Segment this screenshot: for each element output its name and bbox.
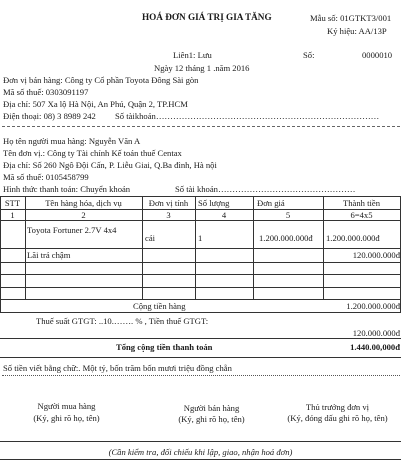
col-header-name: Tên hàng hóa, dịch vụ bbox=[45, 198, 122, 208]
seller-phone: Điện thoại: 08) 3 8989 242 bbox=[3, 111, 96, 121]
vat-value: 120.000.000đ bbox=[352, 328, 400, 338]
col-header-stt: STT bbox=[4, 198, 21, 208]
item-amount: 1.200.000.000đ bbox=[326, 233, 380, 243]
seller-account: Số tàikhoản…………………………………………………………………… bbox=[115, 111, 380, 121]
seller-signature-note: (Ký, ghi rõ họ, tên) bbox=[178, 414, 245, 424]
payment-method: Hình thức thanh toán: Chuyển khoản bbox=[3, 184, 131, 194]
item-name: Toyota Fortuner 2.7V 4x4 bbox=[27, 225, 117, 235]
copy-label: Liên1: Lưu bbox=[173, 50, 212, 60]
seller-signature-role: Người bán hàng bbox=[183, 403, 240, 413]
item-quantity: 1 bbox=[198, 233, 203, 243]
buyer-tax-code: Mã số thuế: 0105458799 bbox=[3, 172, 89, 182]
amount-in-words: Số tiền viết bằng chữ:. Một tỷ, bốn trăm bốn mươi triệu đồng chẵn bbox=[3, 363, 232, 373]
col-index: 3 bbox=[166, 210, 171, 220]
total-label: Tổng cộng tiền thanh toán bbox=[116, 342, 213, 352]
total-value: 1.440.00,000đ bbox=[350, 342, 400, 352]
director-signature-note: (Ký, đóng dấu ghi rõ họ, tên) bbox=[287, 413, 388, 423]
seller-tax-code: Mã số thuế: 0303091197 bbox=[3, 87, 89, 97]
director-signature-role: Thủ trưởng đơn vị bbox=[305, 402, 370, 412]
section-divider bbox=[2, 126, 400, 127]
footer-divider bbox=[0, 441, 401, 442]
seller-address: Địa chỉ: 507 Xa lộ Hà Nội, An Phú, Quận 2, TP.HCM bbox=[3, 99, 188, 109]
col-header-amount: Thành tiền bbox=[343, 198, 380, 208]
invoice-title: HOÁ ĐƠN GIÁ TRỊ GIA TĂNG bbox=[142, 12, 272, 22]
item-unit: cái bbox=[145, 233, 156, 243]
col-index: 4 bbox=[221, 210, 227, 220]
invoice-symbol: Ký hiệu: AA/13P bbox=[327, 26, 387, 36]
form-number: Mẫu số: 01GTKT3/001 bbox=[310, 13, 392, 23]
col-index: 1 bbox=[10, 210, 15, 220]
interest-name: Lãi trả chậm bbox=[27, 250, 71, 260]
invoice-number-label: Số: bbox=[303, 50, 315, 60]
vat-label: Thuế suất GTGT: ..10.……. % , Tiền thuế GTGT: bbox=[36, 316, 209, 326]
col-header-price: Đơn giá bbox=[257, 198, 285, 208]
seller-name: Đơn vị bán hàng: Công ty Cổ phần Toyota Đông Sài gòn bbox=[3, 75, 199, 85]
subtotal-label: Cộng tiền hàng bbox=[133, 301, 186, 311]
col-header-qty: Số lượng bbox=[198, 198, 230, 208]
footer-note: (Cần kiểm tra, đối chiếu khi lập, giao, nhận hoá đơn) bbox=[108, 447, 293, 457]
col-index: 6=4x5 bbox=[350, 210, 373, 220]
subtotal-value: 1.200.000.000đ bbox=[346, 301, 400, 311]
buyer-unit: Tên đơn vị.: Công ty Tài chính Kế toán thuế Centax bbox=[3, 148, 182, 158]
col-index: 2 bbox=[81, 210, 86, 220]
invoice-date: Ngày 12 tháng 1 .năm 2016 bbox=[154, 63, 250, 73]
buyer-address: Địa chỉ: Số 260 Ngô Đội Cấn, P. Liễu Giai, Q.Ba đình, Hà nội bbox=[3, 160, 217, 170]
col-header-unit: Đơn vị tính bbox=[148, 198, 189, 208]
buyer-account: Số tài khoản………………………………………… bbox=[175, 184, 356, 194]
section-divider bbox=[2, 375, 400, 376]
col-index: 5 bbox=[285, 210, 291, 220]
buyer-signature-role: Người mua hàng bbox=[37, 401, 96, 411]
interest-amount: 120.000.000đ bbox=[352, 250, 400, 260]
buyer-person: Họ tên người mua hàng: Nguyễn Văn A bbox=[3, 136, 141, 146]
item-unit-price: 1.200.000.000đ bbox=[259, 233, 313, 243]
buyer-signature-note: (Ký, ghi rõ họ, tên) bbox=[33, 413, 100, 423]
invoice-number: 0000010 bbox=[362, 50, 393, 60]
